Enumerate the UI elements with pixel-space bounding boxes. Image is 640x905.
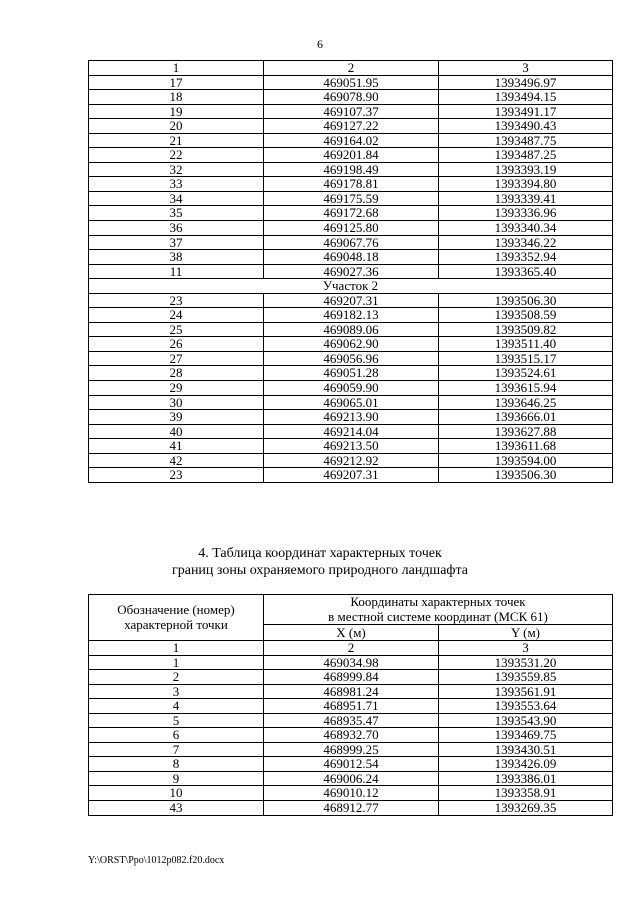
point-number-cell: 27 — [89, 351, 264, 366]
y-coordinate-cell: 1393469.75 — [439, 728, 613, 743]
point-number-cell: 19 — [89, 104, 264, 119]
x-coordinate-cell: 469178.81 — [264, 177, 439, 192]
table-row — [89, 453, 613, 468]
table-row — [89, 699, 613, 714]
table-row — [89, 148, 613, 163]
x-coordinate-cell: 469051.28 — [264, 366, 439, 381]
y-coordinate-cell: 1393365.40 — [439, 264, 613, 279]
y-coordinate-cell: 1393559.85 — [439, 670, 613, 685]
point-designation-header-line-1: Обозначение (номер) — [117, 602, 235, 617]
coordinates-table-continued — [88, 60, 613, 483]
x-coordinate-cell: 469034.98 — [264, 655, 439, 670]
y-coordinate-cell: 1393491.17 — [439, 104, 613, 119]
y-coordinate-cell: 1393393.19 — [439, 162, 613, 177]
point-number-cell: 39 — [89, 410, 264, 425]
table-row — [89, 742, 613, 757]
column-number-row — [89, 61, 613, 76]
point-number-cell: 25 — [89, 322, 264, 337]
x-coordinate-cell: 469010.12 — [264, 786, 439, 801]
point-number-cell: 34 — [89, 191, 264, 206]
x-coordinate-cell: 2 — [264, 641, 439, 656]
x-coordinate-cell: 469065.01 — [264, 395, 439, 410]
table-row — [89, 395, 613, 410]
point-number-cell: 8 — [89, 757, 264, 772]
x-coordinate-cell: 469059.90 — [264, 381, 439, 396]
x-coordinate-cell: 469012.54 — [264, 757, 439, 772]
footer-file-path: Y:\ORST\Ppo\1012p082.f20.docx — [88, 855, 225, 866]
table-row — [89, 655, 613, 670]
table-row — [89, 322, 613, 337]
point-number-cell: 21 — [89, 133, 264, 148]
x-coordinate-cell: 469172.68 — [264, 206, 439, 221]
point-number-cell: 22 — [89, 148, 264, 163]
point-number-cell: 23 — [89, 468, 264, 483]
point-number-cell: 1 — [89, 655, 264, 670]
x-coordinate-cell: 469056.96 — [264, 351, 439, 366]
point-number-cell: 28 — [89, 366, 264, 381]
y-coordinate-cell: 1393561.91 — [439, 684, 613, 699]
point-number-cell: 30 — [89, 395, 264, 410]
table-row — [89, 75, 613, 90]
x-coordinate-cell: 469067.76 — [264, 235, 439, 250]
table-row — [89, 410, 613, 425]
coordinates-header — [264, 595, 613, 625]
y-header: Y (м) — [439, 625, 613, 641]
y-coordinate-cell: 1393430.51 — [439, 742, 613, 757]
x-coordinate-cell: 469107.37 — [264, 104, 439, 119]
section-label: Участок 2 — [89, 279, 613, 294]
x-coordinate-cell: 469214.04 — [264, 424, 439, 439]
table-row — [89, 293, 613, 308]
table-row — [89, 104, 613, 119]
x-coordinate-cell: 469201.84 — [264, 148, 439, 163]
y-coordinate-cell: 1393594.00 — [439, 453, 613, 468]
table-row — [89, 801, 613, 816]
x-coordinate-cell: 468999.84 — [264, 670, 439, 685]
x-coordinate-cell: 469198.49 — [264, 162, 439, 177]
table-row — [89, 177, 613, 192]
point-number-cell: 5 — [89, 713, 264, 728]
table-row — [89, 250, 613, 265]
point-number-cell: 29 — [89, 381, 264, 396]
y-coordinate-cell: 1393358.91 — [439, 786, 613, 801]
x-coordinate-cell: 468981.24 — [264, 684, 439, 699]
point-number-cell: 37 — [89, 235, 264, 250]
point-designation-header-line-2: характерной точки — [124, 616, 228, 632]
x-coordinate-cell: 469175.59 — [264, 191, 439, 206]
table-row — [89, 439, 613, 454]
section-row — [89, 279, 613, 294]
table-row — [89, 670, 613, 685]
table-row — [89, 308, 613, 323]
point-number-cell: 24 — [89, 308, 264, 323]
x-coordinate-cell: 469207.31 — [264, 468, 439, 483]
y-coordinate-cell: 1393386.01 — [439, 771, 613, 786]
point-number-cell: 42 — [89, 453, 264, 468]
x-coordinate-cell: 469006.24 — [264, 771, 439, 786]
y-coordinate-cell: 1393339.41 — [439, 191, 613, 206]
x-coordinate-cell: 468999.25 — [264, 742, 439, 757]
y-coordinate-cell: 1393487.25 — [439, 148, 613, 163]
table-row — [89, 771, 613, 786]
table-row — [89, 264, 613, 279]
y-coordinate-cell: 1393509.82 — [439, 322, 613, 337]
x-coordinate-cell: 469212.92 — [264, 453, 439, 468]
point-number-cell: 33 — [89, 177, 264, 192]
heading-line-1: 4. Таблица координат характерных точек — [198, 546, 442, 561]
x-coordinate-cell: 469048.18 — [264, 250, 439, 265]
point-number-cell: 40 — [89, 424, 264, 439]
x-coordinate-cell: 468951.71 — [264, 699, 439, 714]
x-coordinate-cell: 469062.90 — [264, 337, 439, 352]
y-coordinate-cell: 3 — [439, 61, 613, 76]
y-coordinate-cell: 1393336.96 — [439, 206, 613, 221]
point-number-cell: 35 — [89, 206, 264, 221]
y-coordinate-cell: 1393506.30 — [439, 293, 613, 308]
x-coordinate-cell: 469125.80 — [264, 221, 439, 236]
x-coordinate-cell: 469051.95 — [264, 75, 439, 90]
table-row — [89, 221, 613, 236]
x-coordinate-cell: 469213.90 — [264, 410, 439, 425]
point-number-cell: 26 — [89, 337, 264, 352]
point-number-cell: 32 — [89, 162, 264, 177]
point-number-cell: 10 — [89, 786, 264, 801]
table-row — [89, 337, 613, 352]
y-coordinate-cell: 1393524.61 — [439, 366, 613, 381]
y-coordinate-cell: 1393269.35 — [439, 801, 613, 816]
y-coordinate-cell: 1393487.75 — [439, 133, 613, 148]
table-header-row — [89, 595, 613, 625]
x-header: X (м) — [264, 625, 439, 641]
y-coordinate-cell: 1393508.59 — [439, 308, 613, 323]
page-number: 6 — [317, 37, 323, 51]
table-row — [89, 133, 613, 148]
point-number-cell: 43 — [89, 801, 264, 816]
point-number-cell: 11 — [89, 264, 264, 279]
y-coordinate-cell: 1393496.97 — [439, 75, 613, 90]
y-coordinate-cell: 1393615.94 — [439, 381, 613, 396]
x-coordinate-cell: 468932.70 — [264, 728, 439, 743]
table-4-heading — [0, 545, 640, 579]
table-row — [89, 424, 613, 439]
point-number-cell: 18 — [89, 90, 264, 105]
point-number-cell: 41 — [89, 439, 264, 454]
x-coordinate-cell: 468935.47 — [264, 713, 439, 728]
x-coordinate-cell: 469127.22 — [264, 119, 439, 134]
y-coordinate-cell: 1393531.20 — [439, 655, 613, 670]
table-row — [89, 713, 613, 728]
table-row — [89, 90, 613, 105]
point-number-cell: 36 — [89, 221, 264, 236]
column-number-row — [89, 641, 613, 656]
table-row — [89, 119, 613, 134]
point-number-cell: 6 — [89, 728, 264, 743]
table-row — [89, 191, 613, 206]
table-row — [89, 381, 613, 396]
x-coordinate-cell: 469164.02 — [264, 133, 439, 148]
point-number-cell: 20 — [89, 119, 264, 134]
point-number-cell: 1 — [89, 641, 264, 656]
y-coordinate-cell: 1393511.40 — [439, 337, 613, 352]
x-coordinate-cell: 469089.06 — [264, 322, 439, 337]
point-number-cell: 9 — [89, 771, 264, 786]
point-number-cell: 7 — [89, 742, 264, 757]
table-row — [89, 786, 613, 801]
x-coordinate-cell: 469182.13 — [264, 308, 439, 323]
table-row — [89, 351, 613, 366]
table-row — [89, 757, 613, 772]
table-row — [89, 366, 613, 381]
y-coordinate-cell: 1393627.88 — [439, 424, 613, 439]
x-coordinate-cell: 2 — [264, 61, 439, 76]
point-number-cell: 17 — [89, 75, 264, 90]
y-coordinate-cell: 1393352.94 — [439, 250, 613, 265]
coordinates-header-line-1: Координаты характерных точек — [350, 594, 526, 609]
table-row — [89, 235, 613, 250]
x-coordinate-cell: 469078.90 — [264, 90, 439, 105]
point-number-cell: 3 — [89, 684, 264, 699]
y-coordinate-cell: 1393553.64 — [439, 699, 613, 714]
table-row — [89, 684, 613, 699]
table-row — [89, 162, 613, 177]
y-coordinate-cell: 1393394.80 — [439, 177, 613, 192]
x-coordinate-cell: 469213.50 — [264, 439, 439, 454]
table-row — [89, 468, 613, 483]
y-coordinate-cell: 1393426.09 — [439, 757, 613, 772]
y-coordinate-cell: 3 — [439, 641, 613, 656]
point-designation-header — [89, 595, 264, 641]
coordinates-header-line-2: в местной системе координат (МСК 61) — [328, 608, 548, 624]
heading-line-2: границ зоны охраняемого природного ландшафта — [171, 563, 469, 578]
y-coordinate-cell: 1393506.30 — [439, 468, 613, 483]
point-number-cell: 1 — [89, 61, 264, 76]
y-coordinate-cell: 1393646.25 — [439, 395, 613, 410]
point-number-cell: 2 — [89, 670, 264, 685]
y-coordinate-cell: 1393611.68 — [439, 439, 613, 454]
x-coordinate-cell: 469027.36 — [264, 264, 439, 279]
y-coordinate-cell: 1393543.90 — [439, 713, 613, 728]
table-row — [89, 206, 613, 221]
x-coordinate-cell: 469207.31 — [264, 293, 439, 308]
y-coordinate-cell: 1393666.01 — [439, 410, 613, 425]
landscape-zone-coordinates-table — [88, 594, 613, 816]
point-number-cell: 4 — [89, 699, 264, 714]
point-number-cell: 23 — [89, 293, 264, 308]
point-number-cell: 38 — [89, 250, 264, 265]
y-coordinate-cell: 1393346.22 — [439, 235, 613, 250]
y-coordinate-cell: 1393490.43 — [439, 119, 613, 134]
y-coordinate-cell: 1393340.34 — [439, 221, 613, 236]
y-coordinate-cell: 1393494.15 — [439, 90, 613, 105]
x-coordinate-cell: 468912.77 — [264, 801, 439, 816]
table-row — [89, 728, 613, 743]
y-coordinate-cell: 1393515.17 — [439, 351, 613, 366]
